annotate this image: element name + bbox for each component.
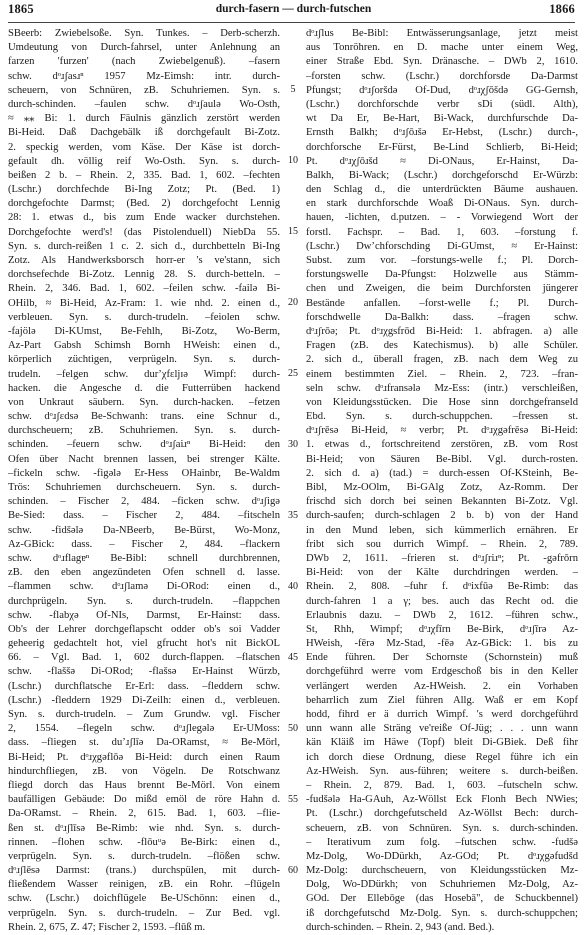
text-line: rinnen. –flohen schw. -flōuᵘə Be-Birk: einen d., (8, 836, 280, 848)
text-line: Bi-Heid: von der Kälte durchdringen werden. – (306, 567, 578, 579)
page-number-left: 1865 (8, 2, 34, 16)
text-line: seln schw. dᵒɹfransələ Mz-Ess: (intr.) verschleißen, (306, 382, 578, 394)
text-line: ich dorch diese Ordnung, diese Regel führe ich ein (306, 751, 578, 763)
line-number: 25 (288, 367, 298, 379)
text-line: verbleuen. Syn. s. durch-trudeln. –feiolen schw. (8, 311, 280, 323)
text-line: schw. dᵒɹflagɐⁿ Be-Bibl: schnell durchbrennen, (8, 552, 280, 564)
text-line: von Unkraut säubern. Syn. durch-hacken. –fetzen (8, 396, 280, 408)
text-line: den Schlag d., die unterdrückten Bäume aushauen. (306, 184, 578, 196)
text-line: Bestände anfallen. –forst-welle f.; Pl. Durch- (306, 297, 578, 309)
text-line: (Lschr.) Dwʼchforschding Di-GUmst, ≈ Er-Hainst: (306, 240, 578, 252)
text-line: Erlaubnis dazu. – DWb 2, 1612. –führen schw., (306, 609, 578, 621)
header-rule (8, 22, 575, 23)
text-line: hindurchfliegen, zB. von Vögeln. De Rotschwanz (8, 765, 280, 777)
text-line: in den Mund leben, sich kümmerlich ernähren. Er (306, 524, 578, 536)
text-line: schw. dᵒɹʃasɹⁿ 1957 Mz-Eimsh: intr. durch- (8, 70, 280, 82)
text-line: hodd, fihrd er ä durrich Wimpf. 's werd dorchgeführd (306, 709, 578, 720)
text-line: -fudšələ Ha-GAuh, Az-Wöllst Eck Flonh Bech NWies; (306, 794, 578, 806)
text-line: scheuern, von Schnüren, zB. Schuhriemen. Syn. s. (8, 84, 280, 96)
text-line: fliegd dorch das Haus brennt Be-Mörl. Von einem (8, 779, 280, 791)
text-line: OHilb, ≈ Bi-Heid, Az-Fram: 1. wie nhd. 2. einen d., (8, 297, 280, 309)
left-column (8, 27, 280, 935)
text-line: Fragen (zB. des Katechismus). b) alle Schüler. (306, 340, 578, 352)
text-line: Pfungst; dᵒɹʃoršdə Of-Dud, dᵒɹχʃōšdə GG-Gernsh, (306, 84, 578, 96)
text-line: hacken. die Angesche d. die Futterrüben hackend (8, 382, 280, 394)
text-line: Da-ORamst. – Rhein. 2, 615. Bad. 1, 603. –flie- (8, 808, 280, 820)
text-line: Rhein. 2, 675, Z. 47; Fischer 2, 1593. –flūß m. (8, 921, 206, 933)
text-line: ≈ ⁎⁎ Bi: 1. durch Fäulnis gänzlich zerstört werden (8, 113, 280, 125)
line-number: 55 (288, 793, 298, 805)
text-line: dorchsefechde Bi-Zotz. Lennig 28. S. durch-betteln. – (8, 269, 280, 281)
text-line: ßen st. dᵒɹʃlīsə Be-Rimb: wie nhd. Syn. s. durch- (8, 822, 280, 834)
text-line: forschdwelle Da-Balkh: dass. –fragen schw. (306, 311, 578, 323)
text-line: Syn. s. durch-trudeln. – Zum Grundw. vgl. Fischer (8, 709, 280, 720)
page-header (0, 0, 587, 24)
text-line: wt Da Er, Be-Hart, Bi-Wack, durchfurschde Da- (306, 113, 578, 125)
text-line: beißen 2 b. – Rhein. 2, 335. Bad. 1, 602. –fechten (8, 169, 280, 181)
text-line: Zotz. Als Handwerksborsch horr-er 's ve'stann, sich (8, 255, 280, 266)
right-column (306, 27, 578, 935)
text-line: scheuern, zB. von Schnüren. Syn. s. durch-schinden. (306, 822, 578, 834)
text-line: Trös: Schuhriemen durchscheuern. Syn. s. durch- (8, 482, 280, 493)
line-number: 50 (288, 722, 298, 734)
text-line: SBeerb: Zwiebelsoße. Syn. Tunkes. – Derb-scherzh. (8, 28, 280, 39)
text-line: Az-Part Gabsh Schimsh Bornh HWeish: einen d., (8, 340, 280, 352)
running-title: durch-fasern — durch-futschen (215, 3, 372, 15)
text-line: DWb 2, 1611. –frieren st. dᵒɹʃriɹⁿ; Pt. -gəfrōrn (306, 552, 578, 564)
text-line: –flammen schw. dᵒɹʃlamə Di-ORod: einen d., (8, 581, 280, 593)
text-line: einem bestimmten Ziel. – Rhein. 2, 723. –fran- (306, 368, 578, 380)
text-line: Pt. dᵒɹχʃōɹšd ≈ Di-ONaus, Er-Hainst, Da- (306, 155, 578, 167)
text-line: dorchforsche Er-Fürst, Be-Lind Schlierb, Bi-Heid; (306, 141, 578, 153)
text-line: Ob's der Lehrer dorchgeflapscht odder ob's soi Vadder (8, 623, 280, 635)
text-line: chen und Zweigen, die beim Durchforsten jüngerer (306, 283, 578, 295)
text-line: schinden. –feuern schw. dᵒɹʃaiɹⁿ Bi-Heid: den (8, 439, 280, 451)
text-line: dᵒɹʃrōə; Pt. dᵒɹχgsfrōd Bi-Heid: 1. abfragen. a) alle (306, 325, 578, 337)
text-line: Az-HWeish. Syn. aus-führen; weitere s. durch-beißen. (306, 765, 578, 777)
line-number: 40 (288, 580, 298, 592)
text-line: Rhein. 2, 346. Bad. 1, 602. –feilen schw. -failə Bi- (8, 283, 280, 295)
text-line: dorchgeführd werre vom Erdgeschoß bis in den Keller (306, 666, 578, 678)
text-line: hauen, -lichten, d.putzen. – - Vorwiegend Wort der (306, 212, 578, 224)
text-line: 2. sich d., überall fragen, zB. nach dem Weg zu (306, 354, 578, 366)
text-line: forstungswelle Da-Pfungst: Holzwelle aus Stämm- (306, 269, 578, 281)
text-line: 2. speckig werden, vom Käse. Der Käse ist dorch- (8, 141, 280, 153)
text-line: Dorchgefochte werd's! (das Pistolenduell) NiebDa 55. (8, 226, 280, 238)
text-line: Syn. s. durch-reißen 1 c. 2. sich d., durchbetteln Bi-Ing (8, 240, 280, 252)
text-line: Ende führen. Der Schornste (Schornstein) muß (306, 652, 578, 664)
text-line: durchscheuern; zB. Schuhriemen. Syn. s. durch- (8, 425, 280, 437)
text-line: 2. sich d. a) (tad.) = durch-essen Of-KSteinh, Be- (306, 467, 578, 479)
line-number: 20 (288, 296, 298, 308)
text-line: schw. -fidšələ Da-NBeerb, Be-Bürst, Wo-Monz, (8, 524, 280, 536)
text-line: trudeln. –felgen schw. durʼχfɛljɪə Wimpf: durch- (8, 368, 280, 380)
text-line: iß dorchgefutschd Mz-Dolg. Syn. s. durch-schuppchen; (306, 907, 578, 919)
text-line: Bi-Heid. Daß Dachgebälk iß dorchgefault Bi-Zotz. (8, 127, 280, 139)
text-line: Mz-Dolg, Wo-DDürkh, Az-GOd; Pt. dᵒɹχgəfudšd (306, 850, 578, 862)
text-line: Be-Sied: dass. – Fischer 2, 484. –fitscheln (8, 510, 280, 522)
text-line: dᵒɹʃlus Be-Bibl: Entwässerungsanlage, jetzt meist (306, 28, 578, 39)
line-number: 60 (288, 864, 298, 876)
text-line: Bibl, Mz-OOlm, Bi-GAlg Zotz, Az-Romm. Der (306, 482, 578, 493)
text-line: einer Straße Ebd. Syn. Dränasche. – DWb 2, 1610. (306, 56, 578, 68)
text-line: schinden. – Fischer 2, 484. –ficken schw. dᵒɹʃigə (8, 496, 280, 508)
text-line: – Rhein. 2, 879. Bad. 1, 603. –futscheln schw. (306, 779, 578, 791)
text-line: zB. den eben angezündeten Ofen schnell d. lasse. (8, 567, 280, 579)
text-line: – Iterativum zum folg. –futschen schw. -fudšə (306, 836, 578, 848)
text-line: –fickeln schw. -figələ Er-Hess OHainbr, Be-Waldm (8, 467, 280, 479)
text-line: durch-schinden. – Rhein. 2, 943 (and. Bed.). (306, 921, 495, 933)
text-line: 66. – Vgl. Bad. 1, 602 durch-flappen. –flatschen (8, 652, 280, 664)
text-line: (Lschr.) durchflatsche Er-Erl: dass. –fleddern schw. (8, 680, 280, 692)
text-line: (Lschr.) -fleddern 1929 Di-Zeilh: einen d., verbleuen. (8, 694, 280, 706)
text-line: en stark durchforschde Woaß Di-ONaus. Syn. durch- (306, 198, 578, 210)
text-line: Ebd. Syn. s. durch-schuppchen. –fressen st. (306, 411, 578, 423)
text-line: (Lschr.) dorchforschde verbr sDi (südl. Alth), (306, 98, 578, 110)
text-line: 28: 1. etwas d., bis zum Ende wacker durchstehen. (8, 212, 280, 224)
text-line: durch-saufen; durch-schlagen 2 b. b) von der Hand (306, 510, 578, 522)
text-line: forstl. Fachspr. – Bad. 1, 603. –forstung f. (306, 226, 578, 238)
text-line: geheerig gedachtelt hot, viel gfrucht hot's nit BickOL (8, 638, 280, 650)
line-number: 15 (288, 225, 298, 237)
text-line: gefault dh. völlig reif Wo-Osth. Syn. s. durch- (8, 155, 280, 167)
text-line: verprügeln. Syn. s. durch-trudeln. –flößen schw. (8, 850, 280, 862)
text-line: schw. -flabχə Of-NIs, Darmst, Er-Hainst: dass. (8, 609, 280, 621)
text-line: körperlich züchtigen, verprügeln. Syn. s. durch- (8, 354, 280, 366)
text-line: schw. -flaššə Di-ORod; -flašsə Er-Hainst Würzb, (8, 666, 280, 678)
text-line: Umdeutung von Durch-fahrsel, unter Anlehnung an (8, 42, 280, 54)
text-line: farzen 'furzen' (nach Zwiebelgenuß). –fasern (8, 56, 280, 68)
page-number-right: 1866 (549, 2, 575, 16)
text-line: 2, 1554. –flegeln schw. dᵒɹʃlegələ Er-UMoss: (8, 723, 280, 735)
text-line: durch-fahren 1 a γ; bes. auch das Recht od. die (306, 595, 578, 607)
text-line: aus Tonröhren. en D. mache unter einem Weg, (306, 42, 578, 54)
line-number: 30 (288, 438, 298, 450)
line-number: 35 (288, 509, 298, 521)
text-line: durch-schinden. –faulen schw. dᵒɹʃaulə Wo-Osth, (8, 98, 280, 110)
text-line: Dolg, Wo-DDürkh; von Schuhriemen Mz-Dolg, Az- (306, 879, 578, 891)
text-line: Bi-Heid; von Säuren Be-Bibl. Vgl. durch-rosten. (306, 453, 578, 465)
text-line: dorchgefochte Darmst; (Bed. 2) dorchgefocht Lennig (8, 198, 280, 210)
text-line: fribt sich sou durrich Wimpf. – Rhein. 2, 789. (306, 538, 578, 550)
text-line: –forsten schw. (Lschr.) dorchforsde Da-Darmst (306, 70, 578, 82)
text-line: beharrlich zum Ziel führen Allg. Waß er em Kopf (306, 694, 578, 706)
text-line: Mz-Dolg: durchscheuern, von Kleidungsstücken Mz- (306, 865, 578, 877)
text-line: Bi-Heid; Pt. dᵒɹχgəflōə Bi-Heid: durch einen Raum (8, 751, 280, 763)
text-line: dass. –fliegen st. duʼɹʃlīə Da-ORamst, ≈ Be-Mörl, (8, 737, 280, 749)
text-line: Pt. (Lschr.) dorchgefutscheld Az-Wöllst Bech: durch- (306, 808, 578, 820)
text-line: baufälligen Gebäude: Do mißd emöl de röre Hahn d. (8, 794, 280, 806)
text-line: von Kleidungsstücken. Die Hose sinn dorchgefranseld (306, 396, 578, 408)
text-line: fließendem Wasser reinigen, zB. ein Rohr. –flügeln (8, 879, 280, 891)
text-line: schw. dᵒɹʃɛdsə Be-Schwanh: trans. eine Schnur d., (8, 411, 280, 423)
text-line: schw. (Lschr.) doichflügele Be-USchönn: einen d., (8, 893, 280, 905)
text-line: frischd sich dorch bei seinen Bekannten Bi-Zotz. Vgl. (306, 496, 578, 508)
text-line: durchprügeln. Syn. s. durch-trudeln. –flappchen (8, 595, 280, 607)
text-line: verlängert werden Az-HWeish. 2. ein Vorhaben (306, 680, 578, 692)
text-line: Az-GBick: dass. – Fischer 2, 484. –flackern (8, 538, 280, 550)
text-line: 1. etwas d., fortschreitend zerstören, zB. vom Rost (306, 439, 578, 451)
text-line: Ernsth Balkh; dᵒɹʃōɹšə Er-Hebst, (Lschr.) durch-, (306, 127, 578, 139)
text-line: verprügeln. Syn. s. durch-trudeln. – Zur Bed. vgl. (8, 907, 280, 919)
text-line: HWeish, -fērə Mz-Stad, -fēə Az-GBick: 1. bis zu (306, 638, 578, 650)
line-number: 5 (290, 83, 296, 95)
text-line: (Lschr.) dorchfechde Bi-Ing Zotz; Pt. (Bed. 1) (8, 184, 280, 196)
text-line: dᵒɹʃlēsə Darmst: (trans.) durchspülen, mit durch- (8, 865, 280, 877)
text-line: -fajölə Di-KUmst, Be-Fehlh, Bi-Zotz, Wo-Berm, (8, 325, 280, 337)
text-line: St, Rhh, Wimpf; dᵒɹχfīrn Be-Birk, dᵒɹʃīrə Az- (306, 623, 578, 635)
text-line: unn wann alle Sträng ve'reiße Of-Jüg; . . . unn wann (306, 723, 578, 735)
text-line: Rhein. 2, 808. –fuhr f. dᵒixfūə Be-Rimb: das (306, 581, 578, 593)
text-line: Balkh, Bi-Wack; (Lschr.) dorchgeforschd Er-Würzb: (306, 169, 578, 181)
text-line: Subst. zum vor. –forstungs-welle f.; Pl. Dorch- (306, 255, 578, 266)
text-line: Ofen über Nacht brennen lassen, bei strenger Kälte. (8, 453, 280, 465)
text-line: kän Kläiß im Häwe (Topf) bleit Di-GBiek. Deß fihr (306, 737, 578, 749)
line-number: 10 (288, 154, 298, 166)
text-line: GOd. Der Ellebōge (das Hosebā", de Schuckbennel) (306, 893, 578, 905)
line-number: 45 (288, 651, 298, 663)
text-line: dᵒɹʃrēsə Bi-Heid, ≈ verbr; Pt. dᵒɹχgəfrēsə Bi-Heid: (306, 425, 578, 437)
